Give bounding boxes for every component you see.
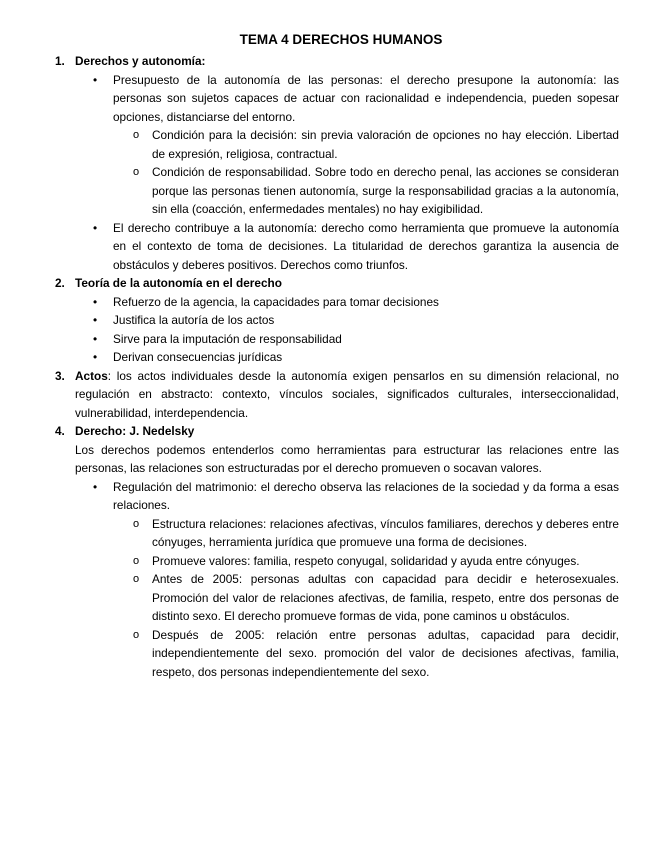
sub-list-item — [133, 515, 619, 552]
circle-bullet-icon: o — [133, 166, 140, 178]
circle-bullet-icon: o — [133, 628, 140, 641]
list-item — [93, 293, 619, 312]
sub-list-item — [133, 626, 619, 682]
section-heading: Derecho: J. Nedelsky — [75, 424, 195, 438]
section-heading: Teoría de la autonomía en el derecho — [75, 276, 282, 290]
section-number: 2. — [55, 276, 65, 290]
sub-list-item — [133, 552, 619, 571]
list-item — [93, 478, 619, 682]
document-title: TEMA 4 DERECHOS HUMANOS — [239, 32, 443, 47]
sub-list-item-text: Después de 2005: relación entre personas adultas, capacidad para decidir, independientemente del sexo. promoción del valor de decisiones afectivas, familia, respeto, dos personas independientemente del sexo. — [152, 627, 619, 679]
bullet-icon: • — [93, 479, 98, 494]
section-text: : los actos individuales desde la autonomía exigen pensarlos en su dimensión relacional, no regulación en abstracto: contexto, vínculos sociales, significados culturales, interseccionalidad, vulnerabilidad, interdependencia. — [75, 368, 619, 420]
section-paragraph: Los derechos podemos entenderlos como herramientas para estructurar las relaciones entre las personas, las relaciones son estructuradas por el derecho promueven o socavan valores. — [75, 442, 619, 475]
list-item-text: Regulación del matrimonio: el derecho observa las relaciones de la sociedad y da forma a esas relaciones. — [113, 479, 619, 512]
circle-bullet-icon: o — [133, 573, 140, 585]
sub-list-item-text: Promueve valores: familia, respeto conyugal, solidaridad y ayuda entre cónyuges. — [152, 553, 580, 568]
list-item — [93, 348, 619, 367]
section-3 — [55, 367, 619, 423]
section-heading: Derechos y autonomía: — [75, 54, 206, 68]
section-number: 3. — [55, 368, 65, 383]
section-1 — [55, 52, 619, 274]
list-item — [93, 330, 619, 349]
bullet-icon: • — [93, 220, 98, 235]
sub-list-item-text: Condición para la decisión: sin previa valoración de opciones no hay elección. Libertad de expresión, religiosa, contractual. — [152, 128, 619, 161]
section-number: 4. — [55, 424, 65, 438]
bullet-icon: • — [93, 350, 98, 364]
circle-bullet-icon: o — [133, 554, 140, 567]
section-body — [75, 367, 619, 423]
list-item-text: Refuerzo de la agencia, la capacidades para tomar decisiones — [113, 294, 439, 309]
list-item-text: El derecho contribuye a la autonomía: derecho como herramienta que promueve la autonomía en el contexto de toma de decisiones. La titularidad de derechos garantiza la ausencia de obstáculos y deberes positivos. Derechos como triunfos. — [113, 220, 619, 272]
bullet-icon: • — [93, 72, 98, 87]
list-item-text: Justifica la autoría de los actos — [113, 313, 275, 327]
sub-list-item — [133, 126, 619, 163]
list-item-text: Derivan consecuencias jurídicas — [113, 350, 283, 364]
list-item — [93, 311, 619, 330]
list-item-text: Presupuesto de la autonomía de las personas: el derecho presupone la autonomía: las personas son sujetos capaces de actuar con racionalidad e independencia, pueden sopesar opciones, distanciarse del entorno. — [113, 72, 619, 124]
section-heading: Actos — [75, 368, 108, 383]
sub-list-item-text: Estructura relaciones: relaciones afectivas, vínculos familiares, derechos y deberes entre cónyuges, herramienta jurídica que promueve una forma de decisiones. — [152, 516, 619, 549]
bullet-icon: • — [93, 313, 98, 327]
sub-list-item-text: Condición de responsabilidad. Sobre todo en derecho penal, las acciones se consideran porque las personas tienen autonomía, surge la responsabilidad gracias a la autonomía, sin ella (coacción, enfermedades mentales) no hay exigibilidad. — [152, 165, 619, 216]
list-item-text: Sirve para la imputación de responsabilidad — [113, 331, 342, 346]
section-2 — [55, 274, 619, 367]
circle-bullet-icon: o — [133, 517, 140, 530]
section-4 — [55, 422, 619, 681]
sub-list-item-text: Antes de 2005: personas adultas con capacidad para decidir e heterosexuales. Promoción del valor de relaciones afectivas, de familia, respeto, entre dos personas de distinto sexo. El derecho promueve formas de vida, pone caminos u obstáculos. — [152, 572, 619, 623]
list-item — [93, 71, 619, 219]
sub-list-item — [133, 570, 619, 626]
list-item — [93, 219, 619, 275]
bullet-icon: • — [93, 331, 98, 346]
sub-list-item — [133, 163, 619, 219]
bullet-icon: • — [93, 294, 98, 309]
circle-bullet-icon: o — [133, 129, 140, 141]
section-number: 1. — [55, 54, 65, 68]
